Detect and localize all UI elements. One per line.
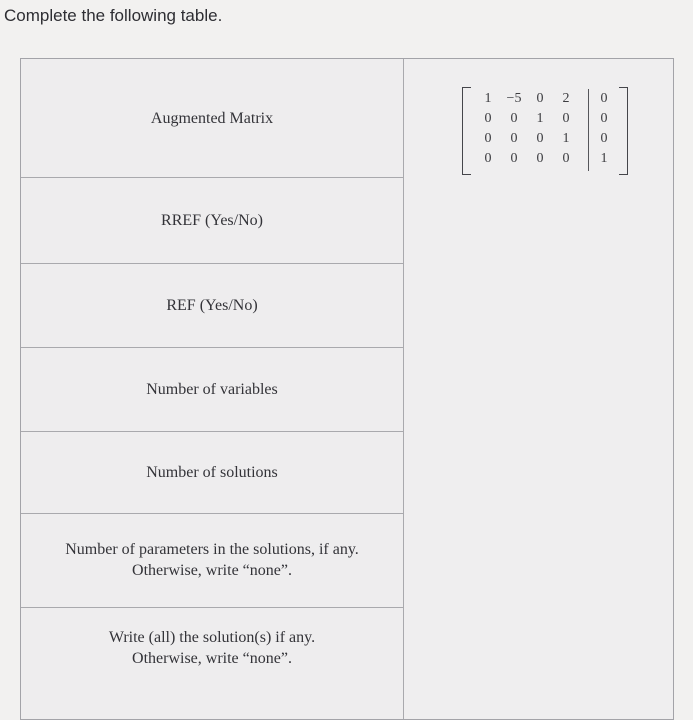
- matrix-entry: 0: [600, 111, 608, 126]
- matrix-left-bracket: [462, 87, 471, 175]
- rref-answer-cell[interactable]: [403, 177, 673, 263]
- row-label: [21, 347, 403, 431]
- row-label: [21, 607, 403, 719]
- row-label: [21, 263, 403, 347]
- table-row: [21, 513, 673, 608]
- solutions-answer-cell[interactable]: [403, 431, 673, 513]
- row-label-line: Otherwise, write “none”.: [132, 650, 292, 667]
- row-label: [21, 431, 403, 513]
- matrix-entry: 2: [562, 91, 570, 106]
- augment-divider: [588, 89, 589, 171]
- augmented-matrix: [462, 83, 628, 183]
- solution-answer-cell[interactable]: [403, 607, 673, 719]
- matrix-entry: 0: [484, 111, 492, 126]
- matrix-entry: 0: [510, 111, 518, 126]
- matrix-entry: 0: [536, 131, 544, 146]
- matrix-entry: 0: [510, 131, 518, 146]
- row-label: [21, 59, 403, 177]
- matrix-entry: 0: [562, 111, 570, 126]
- row-label-text: Augmented Matrix: [150, 109, 274, 127]
- matrix-right-bracket: [619, 87, 628, 175]
- variables-answer-cell[interactable]: [403, 347, 673, 431]
- row-label-text: REF (Yes/No): [166, 296, 258, 314]
- row-label-text: [65, 539, 359, 581]
- matrix-entry: −5: [506, 91, 522, 106]
- row-label-text: RREF (Yes/No): [161, 211, 263, 229]
- table-row: [21, 59, 673, 178]
- parameters-answer-cell[interactable]: [403, 513, 673, 607]
- table-row: [21, 607, 673, 719]
- table-row: [21, 431, 673, 514]
- matrix-entry: 1: [562, 131, 570, 146]
- matrix-entry: 0: [484, 131, 492, 146]
- matrix-entry: 1: [600, 151, 608, 166]
- table-row: [21, 347, 673, 432]
- matrix-entry: 0: [536, 151, 544, 166]
- row-label-line: Otherwise, write “none”.: [132, 562, 292, 579]
- row-label-text: [109, 627, 315, 669]
- row-label: [21, 513, 403, 607]
- row-label-line: Write (all) the solution(s) if any.: [108, 629, 316, 646]
- table-row: [21, 263, 673, 348]
- matrix-entry: 0: [600, 131, 608, 146]
- table-row: [21, 177, 673, 264]
- matrix-entry: 0: [536, 91, 544, 106]
- matrix-entry: 0: [600, 91, 608, 106]
- matrix-entry: 0: [484, 151, 492, 166]
- ref-answer-cell[interactable]: [403, 263, 673, 347]
- row-label-text: Number of solutions: [146, 463, 278, 481]
- row-label-line: Number of parameters in the solutions, if any.: [65, 541, 359, 558]
- matrix-entry: 0: [562, 151, 570, 166]
- row-label-text: Number of variables: [146, 380, 278, 398]
- matrix-entry: 1: [484, 91, 492, 106]
- question-table: [20, 58, 674, 720]
- instruction-text: Complete the following table.: [4, 6, 223, 25]
- matrix-entry: 0: [510, 151, 518, 166]
- matrix-entry: 1: [536, 111, 544, 126]
- row-label: [21, 177, 403, 263]
- augmented-matrix-cell: [403, 59, 673, 177]
